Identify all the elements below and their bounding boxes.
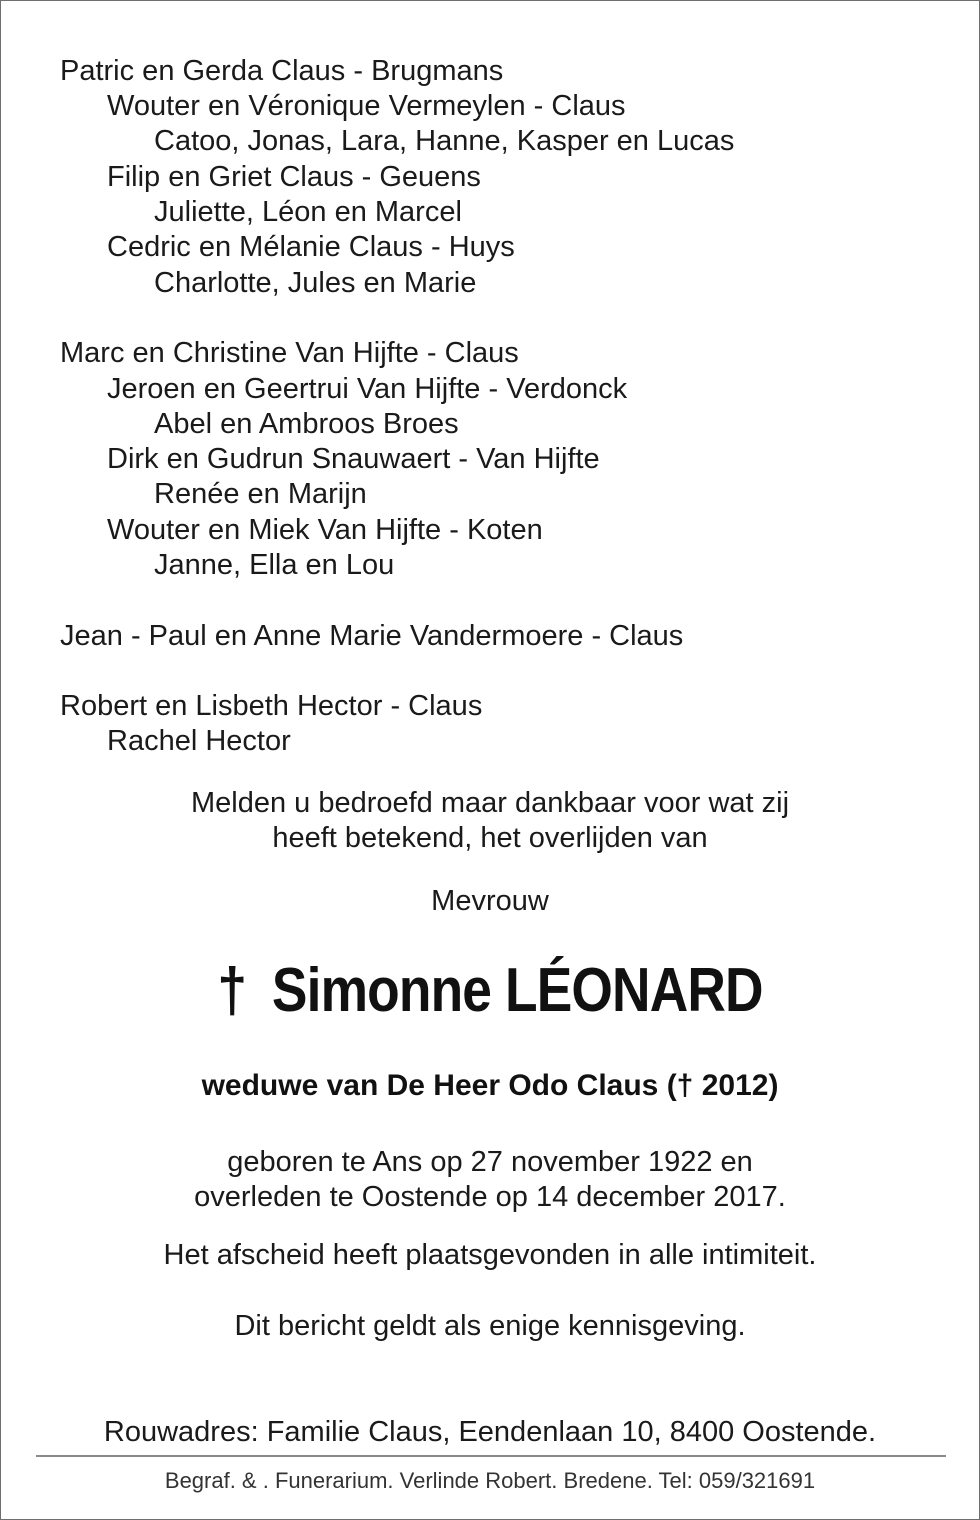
family-line: Patric en Gerda Claus - Brugmans — [60, 55, 504, 87]
family-line: Abel en Ambroos Broes — [154, 408, 459, 440]
cross-icon: † — [217, 956, 247, 1025]
family-line: Wouter en Miek Van Hijfte - Koten — [107, 514, 543, 546]
notice-line: Dit bericht geldt als enige kennisgeving. — [234, 1310, 746, 1342]
family-line: Janne, Ella en Lou — [154, 549, 395, 581]
mourning-address: Rouwadres: Familie Claus, Eendenlaan 10, 8400 Oostende. — [103, 1416, 877, 1448]
family-line: Catoo, Jonas, Lara, Hanne, Kasper en Lucas — [154, 125, 735, 157]
divider — [36, 1455, 946, 1457]
family-line: Robert en Lisbeth Hector - Claus — [60, 690, 483, 722]
family-line: Jeroen en Geertrui Van Hijfte - Verdonck — [107, 373, 628, 405]
deceased-name-row — [69, 953, 910, 1029]
widow-of: weduwe van De Heer Odo Claus († 2012) — [201, 1069, 779, 1102]
family-line: Dirk en Gudrun Snauwaert - Van Hijfte — [107, 443, 600, 475]
salutation: Mevrouw — [431, 885, 549, 917]
family-line: Cedric en Mélanie Claus - Huys — [107, 231, 515, 263]
deceased-name: Simonne LÉONARD — [271, 956, 763, 1025]
announcement-line-2: heeft betekend, het overlijden van — [272, 822, 708, 854]
family-line: Charlotte, Jules en Marie — [154, 267, 477, 299]
family-line: Jean - Paul en Anne Marie Vandermoere - Claus — [60, 620, 684, 652]
farewell-line: Het afscheid heeft plaatsgevonden in alle intimiteit. — [163, 1239, 817, 1271]
family-line: Renée en Marijn — [154, 478, 367, 510]
family-line: Marc en Christine Van Hijfte - Claus — [60, 337, 519, 369]
birth-line: geboren te Ans op 27 november 1922 en — [227, 1146, 753, 1178]
announcement-line-1: Melden u bedroefd maar dankbaar voor wat zij — [190, 787, 790, 819]
family-line: Filip en Griet Claus - Geuens — [107, 161, 481, 193]
death-line: overleden te Oostende op 14 december 2017. — [194, 1181, 786, 1213]
family-line: Wouter en Véronique Vermeylen - Claus — [107, 90, 626, 122]
funeral-home-footer: Begraf. & . Funerarium. Verlinde Robert. Bredene. Tel: 059/321691 — [164, 1468, 816, 1493]
family-line: Rachel Hector — [107, 725, 291, 757]
family-line: Juliette, Léon en Marcel — [154, 196, 462, 228]
